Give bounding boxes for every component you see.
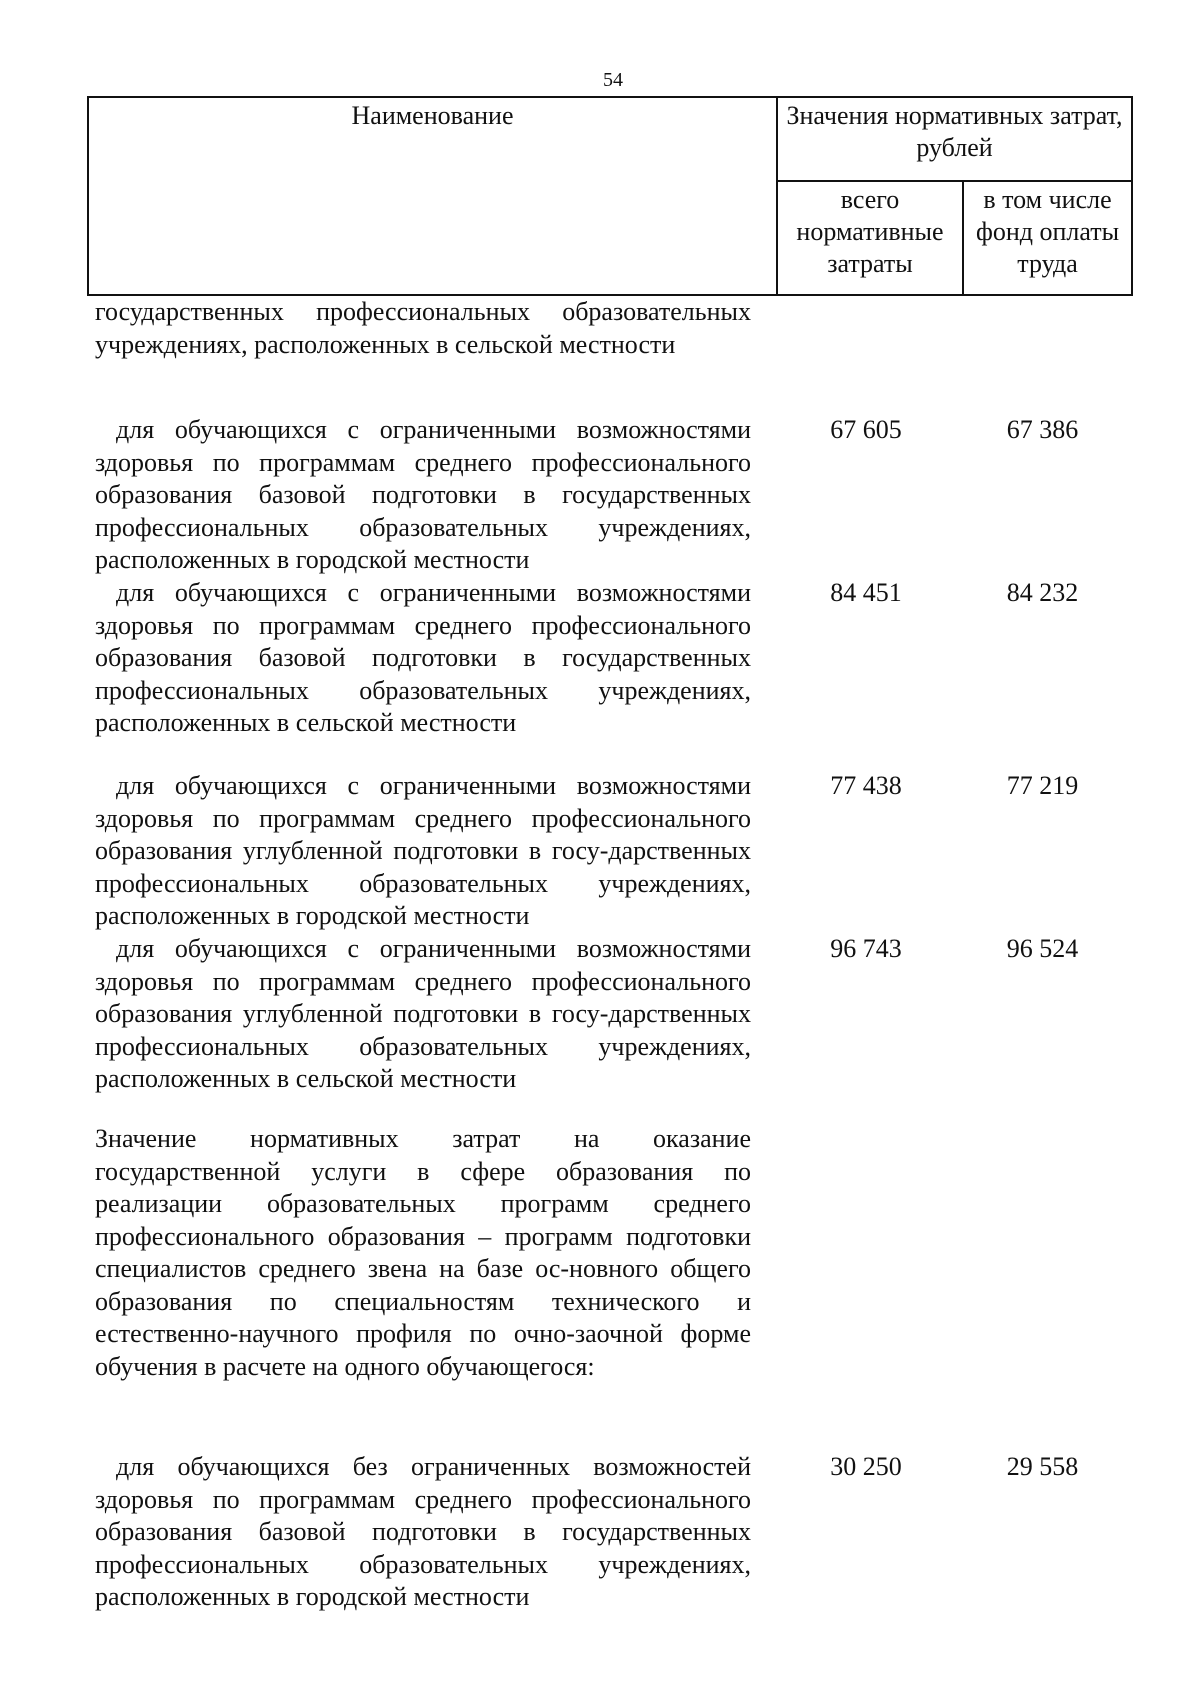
row-total: 84 451 xyxy=(830,578,902,607)
header-total: всего нормативные затраты xyxy=(777,181,963,295)
row-wage: 84 232 xyxy=(1006,578,1079,607)
row-name: для обучающихся с ограниченными возможностями здоровья по программам среднего профессионального образования базовой подготовки в государственных профессиональных образовательных учреждениях, расположенных в сельской местности xyxy=(95,578,751,737)
row-wage: 96 524 xyxy=(1006,934,1079,963)
table-row xyxy=(88,1451,1132,1614)
header-values: Значения нормативных затрат, рублей xyxy=(777,97,1132,181)
row-wage: 29 558 xyxy=(1006,1452,1079,1481)
table-row xyxy=(88,1123,1132,1451)
table-row xyxy=(88,295,1132,414)
row-name: для обучающихся с ограниченными возможностями здоровья по программам среднего профессионального образования базовой подготовки в государственных профессиональных образовательных учреждениях, расположенных в городской местности xyxy=(95,415,751,574)
row-name: для обучающихся с ограниченными возможностями здоровья по программам среднего профессионального образования углубленной подготовки в госу-дарственных профессиональных образовательных учреждениях, расположенных в сельской местности xyxy=(95,934,751,1093)
header-name: Наименование xyxy=(88,97,777,295)
row-wage: 67 386 xyxy=(1006,415,1079,444)
page-number: 54 xyxy=(603,69,623,91)
row-wage: 77 219 xyxy=(1006,771,1079,800)
table-body xyxy=(88,295,1132,1614)
table-row xyxy=(88,414,1132,577)
row-name: Значение нормативных затрат на оказание государственной услуги в сфере образования по реализации образовательных программ среднего профессионального образования – программ подготовки специалистов среднего звена на базе ос-новного общего образования по специальностям технического и естественно-научного профиля по очно-заочной форме обучения в расчете на одного обучающегося: xyxy=(95,1124,751,1381)
row-total: 96 743 xyxy=(830,934,902,963)
row-name: для обучающихся с ограниченными возможностями здоровья по программам среднего профессионального образования углубленной подготовки в госу-дарственных профессиональных образовательных учреждениях, расположенных в городской местности xyxy=(95,771,751,930)
table-row xyxy=(88,577,1132,770)
normative-costs-table xyxy=(87,96,1133,1614)
header-wage: в том числе фонд оплаты труда xyxy=(963,181,1132,295)
table-row xyxy=(88,770,1132,933)
row-total: 30 250 xyxy=(830,1452,902,1481)
row-name: для обучающихся без ограниченных возможностей здоровья по программам среднего профессионального образования базовой подготовки в государственных профессиональных образовательных учреждениях, расположенных в городской местности xyxy=(95,1452,751,1611)
row-total xyxy=(777,1123,963,1451)
row-total: 67 605 xyxy=(830,415,902,444)
row-total: 77 438 xyxy=(830,771,902,800)
row-wage xyxy=(963,295,1132,414)
row-wage xyxy=(963,1123,1132,1451)
table-row xyxy=(88,933,1132,1123)
table-header xyxy=(88,97,1132,295)
row-total xyxy=(777,295,963,414)
row-name: государственных профессиональных образовательных учреждениях, расположенных в сельской местности xyxy=(95,297,751,359)
